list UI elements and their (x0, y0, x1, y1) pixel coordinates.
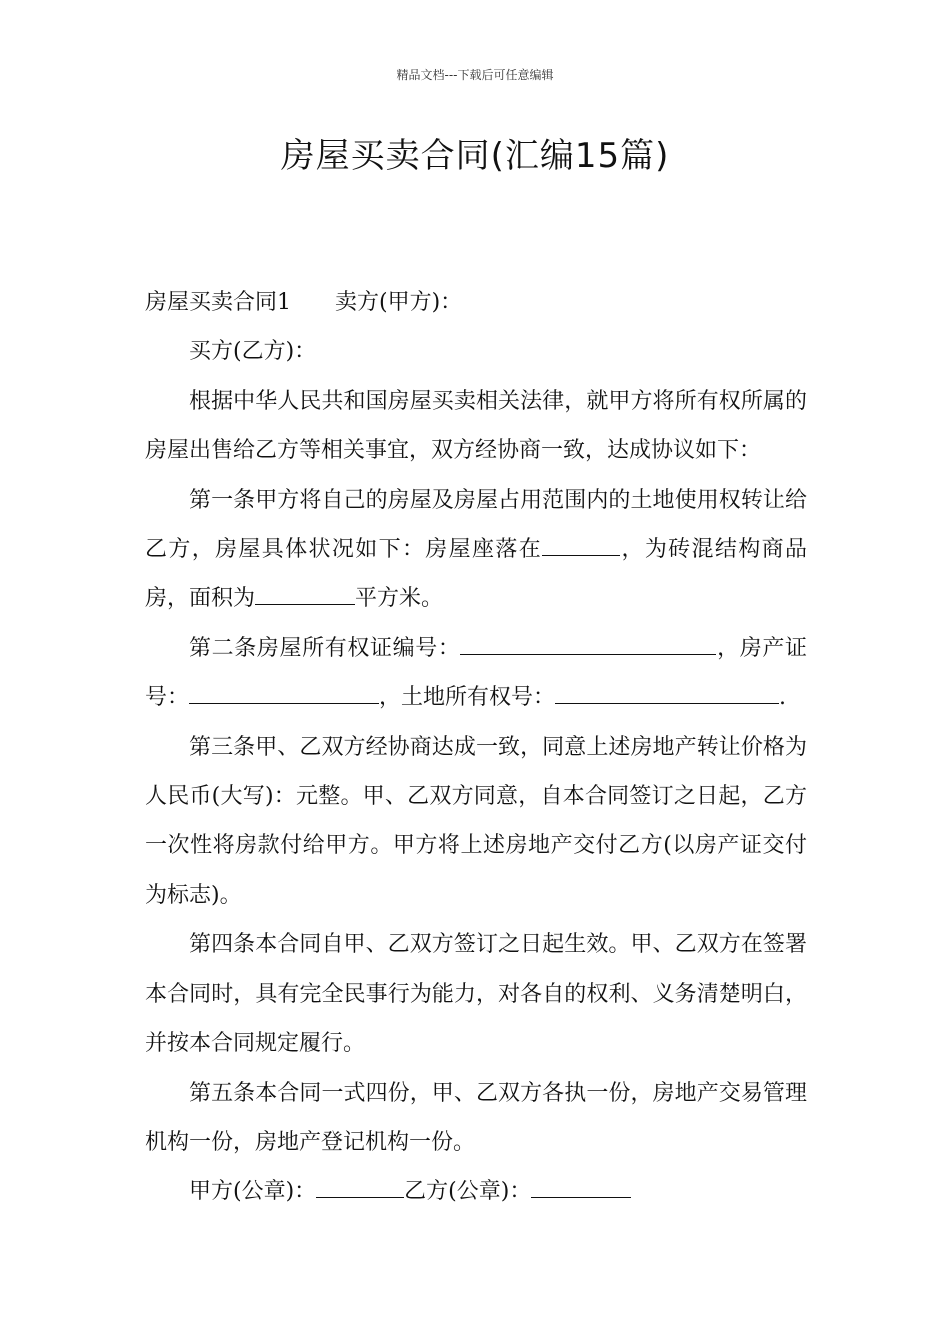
contract-body (145, 278, 807, 1217)
article-2-text-2: ，房产证号： (145, 635, 807, 711)
article-2 (145, 624, 807, 723)
article-5: 第五条本合同一式四份，甲、乙双方各执一份，房地产交易管理机构一份，房地产登记机构一份。 (145, 1080, 807, 1155)
contract-heading-line (145, 278, 807, 327)
article-2-text-3: ，土地所有权号： (379, 685, 556, 711)
document-title: 房屋买卖合同(汇编15篇) (280, 136, 670, 176)
party-b-seal-label: 乙方(公章)： (404, 1179, 532, 1205)
page-header: 精品文档---下载后可任意编辑 (396, 68, 554, 82)
article-2-text-4: . (779, 685, 787, 711)
seller-label: 卖方(甲方)： (335, 290, 463, 315)
property-certificate-blank (189, 680, 379, 704)
article-1-text-1: 第一条甲方将自己的房屋及房屋占用范围内的土地使用权转让给乙方，房屋具体状况如下：房屋座落在 (145, 487, 807, 563)
intro-paragraph: 根据中华人民共和国房屋买卖相关法律，就甲方将所有权所属的房屋出售给乙方等相关事宜，双方经协商一致，达成协议如下： (145, 388, 807, 464)
location-blank (542, 532, 620, 556)
ownership-certificate-blank (460, 631, 716, 655)
area-blank (255, 581, 355, 605)
contract-label: 房屋买卖合同1 (145, 290, 291, 315)
land-ownership-blank (555, 680, 779, 704)
party-a-seal-label: 甲方(公章)： (189, 1179, 317, 1205)
article-1-text-3: 平方米。 (355, 586, 444, 612)
party-b-seal-blank (531, 1174, 631, 1198)
signature-line (145, 1167, 807, 1216)
buyer-line: 买方(乙方)： (189, 339, 317, 365)
article-2-text-1: 第二条房屋所有权证编号： (189, 635, 461, 661)
article-4: 第四条本合同自甲、乙双方签订之日起生效。甲、乙双方在签署本合同时，具有完全民事行为能力，对各自的权利、义务清楚明白，并按本合同规定履行。 (145, 932, 807, 1057)
article-1-text-2: ，为砖混结构商品房，面积为 (145, 537, 807, 612)
article-1 (145, 476, 807, 624)
party-a-seal-blank (316, 1174, 404, 1198)
article-3: 第三条甲、乙双方经协商达成一致，同意上述房地产转让价格为人民币(大写)：元整。甲、乙双方同意，自本合同签订之日起，乙方一次性将房款付给甲方。甲方将上述房地产交付乙方(以房产证交付为标志)。 (145, 734, 807, 908)
